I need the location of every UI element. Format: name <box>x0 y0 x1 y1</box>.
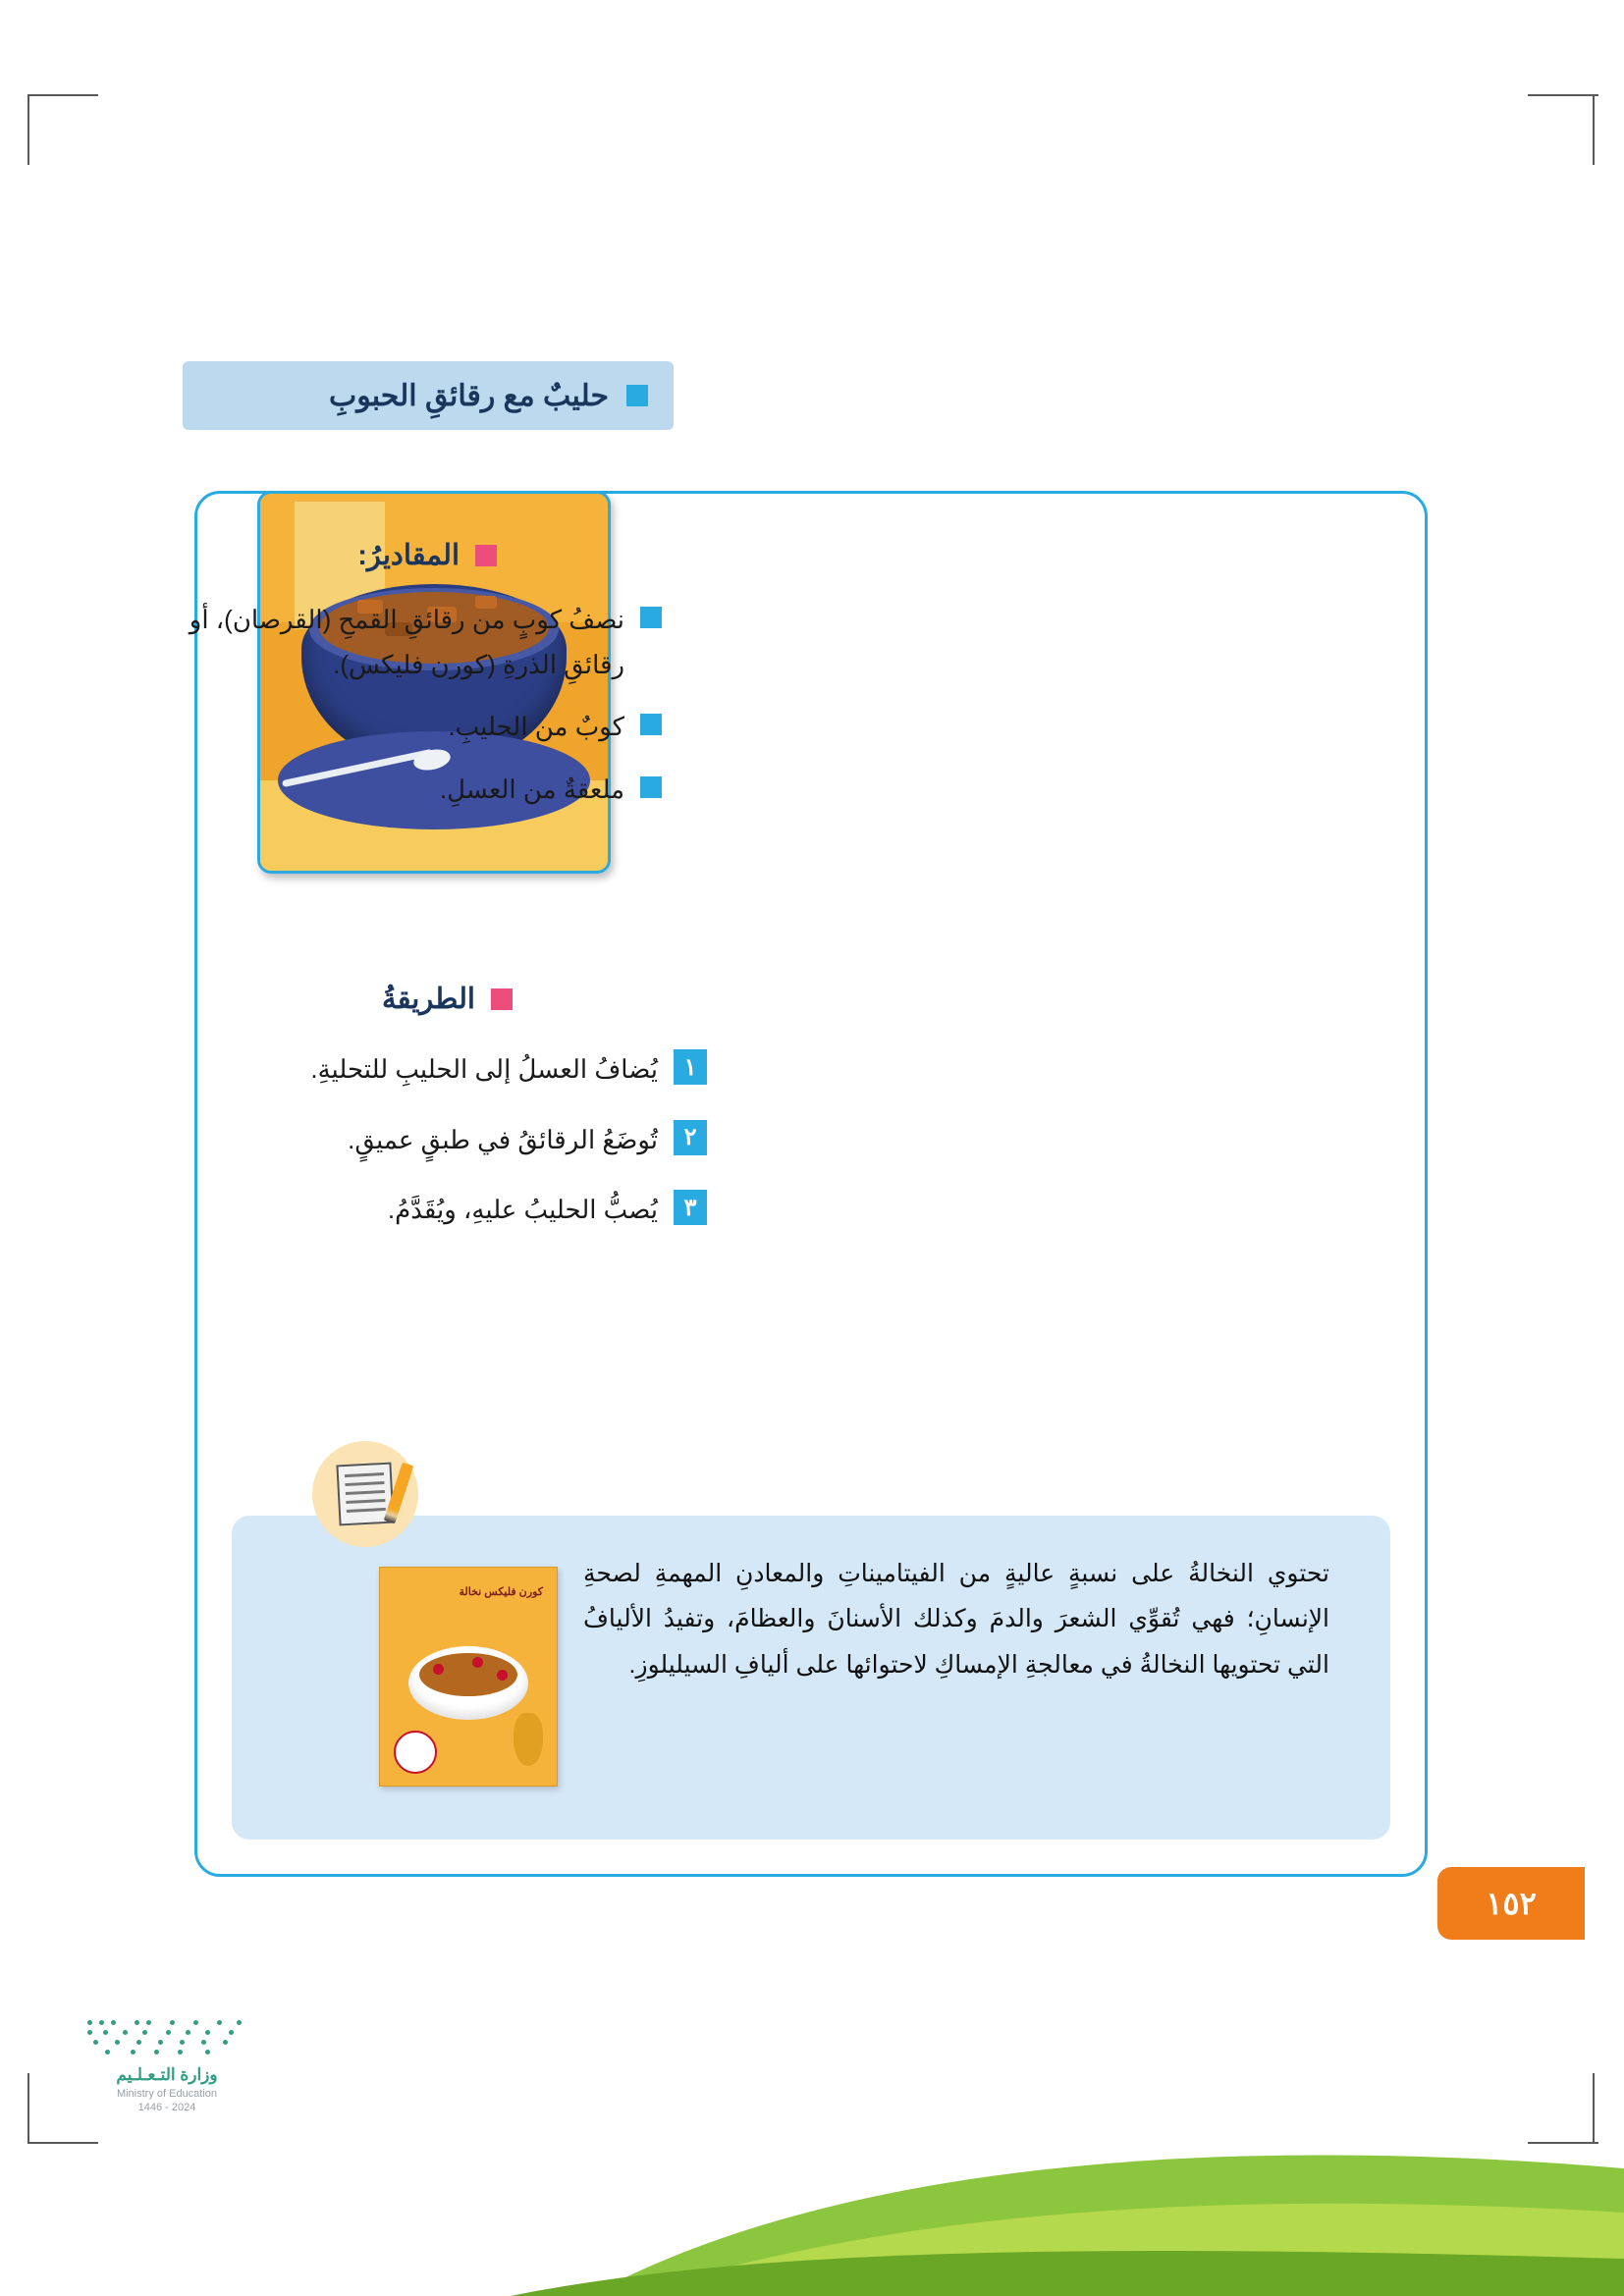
ingredient-text: كوبٌ من الحليبِ. <box>448 712 624 741</box>
ingredient-item <box>151 768 662 813</box>
ingredients-heading <box>151 538 497 572</box>
page-title-banner <box>183 361 674 430</box>
step-text: يُصبُّ الحليبُ عليهِ، ويُقَدَّمُ. <box>387 1195 658 1225</box>
ingredients-bullet-square-icon <box>475 545 497 566</box>
step-number: ١ <box>674 1049 707 1085</box>
note-text: تحتوي النخالةُ على نسبةٍ عاليةٍ من الفيتاميناتِ والمعادنِ المهمةِ لصحةِ الإنسانِ؛ فهي تُقوِّي الشعرَ والدمَ وكذلك الأسنانَ والعظامَ، وتفيدُ الأليافُ التي تحتويها النخالةُ في معالجةِ الإمساكِ لاحتوائها على أليافِ السيليلوزِ. <box>583 1560 1329 1679</box>
page-number-tab <box>1437 1867 1585 1940</box>
ingredient-text: نصفُ كوبٍ من رقائقِ القمحِ (القرصان)، أو رقائقِ الذرةِ (كورن فليكس). <box>189 605 624 679</box>
notepad-pencil-icon <box>312 1441 418 1547</box>
ingredients-section <box>151 538 662 829</box>
page-number: ١٥٢ <box>1486 1886 1537 1921</box>
step-number: ٣ <box>674 1190 707 1225</box>
ministry-year: 2024 - 1446 <box>137 2102 196 2113</box>
ingredient-item <box>151 705 662 750</box>
bullet-square-icon <box>640 607 662 628</box>
title-bullet-square-icon <box>626 385 648 406</box>
bullet-square-icon <box>640 714 662 735</box>
ministry-name-ar: وزارة التـعـلـيم <box>116 2065 218 2084</box>
product-photo <box>379 1567 558 1787</box>
product-photo-label: كورن فليكس نخالة <box>459 1586 543 1598</box>
page-title: حليبٌ مع رقائقِ الحبوبِ <box>329 379 609 412</box>
step-text: يُضافُ العسلُ إلى الحليبِ للتحليةِ. <box>310 1054 658 1084</box>
crop-mark-top-left-h <box>27 94 98 96</box>
method-heading <box>151 982 513 1016</box>
method-section <box>151 982 811 1260</box>
ministry-name-en: Ministry of Education <box>116 2088 218 2100</box>
ingredient-item <box>151 598 662 687</box>
ministry-logo <box>69 2018 265 2113</box>
method-step <box>151 1049 707 1091</box>
ingredients-heading-label: المقاديرُ: <box>357 540 460 571</box>
method-step <box>151 1120 707 1161</box>
crop-mark-top-left-v <box>27 94 29 165</box>
method-bullet-square-icon <box>491 988 513 1010</box>
bullet-square-icon <box>640 776 662 798</box>
ministry-logo-dots-icon <box>83 2018 250 2059</box>
crop-mark-top-right-v <box>1593 94 1595 165</box>
ingredient-text: ملعقةٌ من العسلِ. <box>439 774 624 804</box>
step-number: ٢ <box>674 1120 707 1155</box>
crop-mark-top-right-h <box>1528 94 1598 96</box>
step-text: تُوضَعُ الرقائقُ في طبقٍ عميقٍ. <box>348 1124 658 1154</box>
method-heading-label: الطريقةُ <box>382 984 475 1015</box>
method-step <box>151 1190 707 1231</box>
